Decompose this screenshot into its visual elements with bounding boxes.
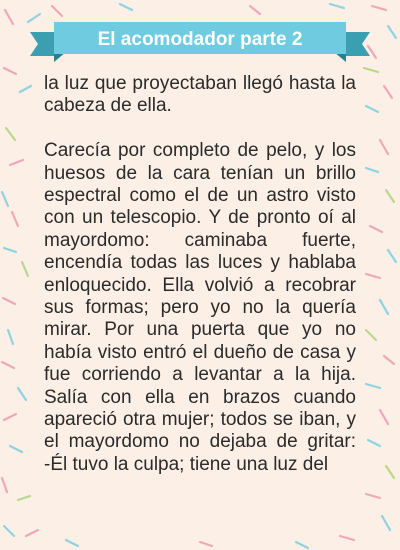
page-title: El acomodador parte 2 <box>97 29 303 50</box>
story-text <box>44 73 356 476</box>
story-paragraph: Carecía por completo de pelo, y los huesos de la cara tenían un brillo espectral como el de un astro visto con un telescopio. Y de pronto oí al mayordomo: caminaba fuerte, encendía todas las luces y hablaba enloquecido. Ella volvió a recobrar sus formas; pero yo no la quería mirar. Por una puerta que yo no había visto entró el dueño de casa y fue corriendo a levantar a la hija. Salía con ella en brazos cuando apareció otra mujer; todos se iban, y el mayordomo no dejaba de gritar: -Él tuvo la culpa; tiene una luz del <box>44 140 356 475</box>
title-ribbon <box>30 22 370 62</box>
story-paragraph: la luz que proyectaban llegó hasta la cabeza de ella. <box>44 73 356 117</box>
